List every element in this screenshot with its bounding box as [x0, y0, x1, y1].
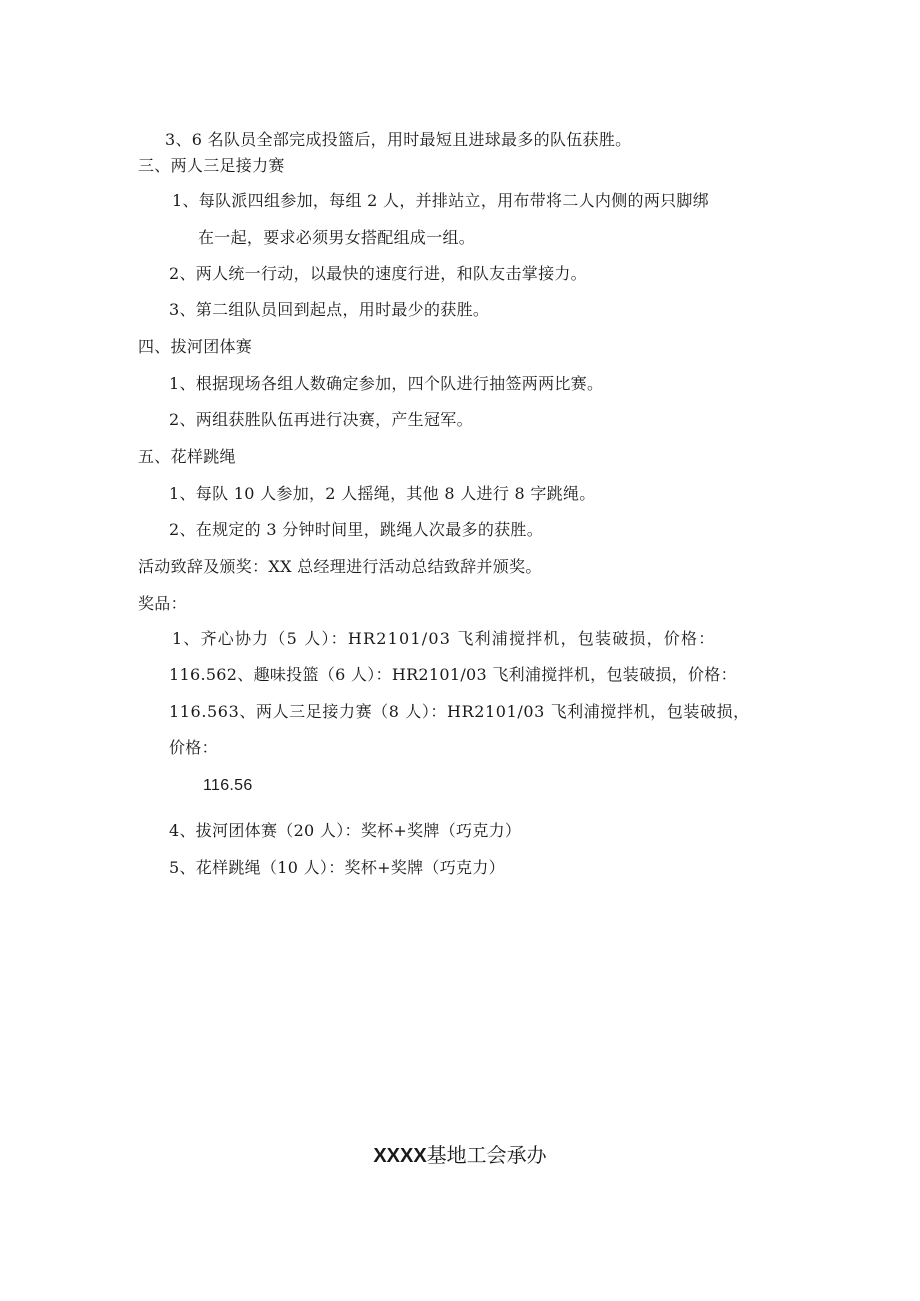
tug-rule-1: 1、根据现场各组人数确定参加，四个队进行抽签两两比赛。 [169, 374, 604, 393]
prize-4: 4、拔河团体赛（20 人）：奖杯+奖牌（巧克力） [169, 821, 522, 840]
prize-5: 5、花样跳绳（10 人）：奖杯+奖牌（巧克力） [169, 858, 505, 877]
section-heading-tug-of-war: 四、拔河团体赛 [138, 337, 253, 356]
tug-rule-2: 2、两组获胜队伍再进行决赛，产生冠军。 [169, 410, 473, 429]
section-heading-rope-skipping: 五、花样跳绳 [138, 447, 236, 466]
organizer-footer [0, 1142, 920, 1169]
section-heading-three-legged-relay: 三、两人三足接力赛 [138, 156, 285, 175]
relay-rule-1-continued: 在一起，要求必须男女搭配组成一组。 [198, 228, 476, 247]
rope-rule-2: 2、在规定的 3 分钟时间里，跳绳人次最多的获胜。 [169, 520, 544, 539]
prize-3: 116.563、两人三足接力赛（8 人）：HR2101/03 飞利浦搅拌机，包装破损， [169, 702, 750, 721]
prizes-heading: 奖品： [138, 594, 187, 613]
closing-speech: 活动致辞及颁奖：XX 总经理进行活动总结致辞并颁奖。 [138, 557, 542, 576]
relay-rule-3: 3、第二组队员回到起点，用时最少的获胜。 [169, 300, 490, 319]
organizer-name-bold: XXXX [373, 1145, 427, 1167]
prize-1: 1、齐心协力（5 人）：HR2101/03 飞利浦搅拌机，包装破损，价格： [172, 629, 716, 648]
organizer-suffix: 基地工会承办 [426, 1143, 547, 1167]
prize-3-price-label: 价格： [169, 738, 218, 757]
prize-3-price-value: 116.56 [203, 777, 253, 794]
rule-3-basketball: 3、6 名队员全部完成投篮后，用时最短且进球最多的队伍获胜。 [165, 130, 632, 149]
rope-rule-1: 1、每队 10 人参加，2 人摇绳，其他 8 人进行 8 字跳绳。 [169, 484, 596, 503]
prize-2: 116.562、趣味投篮（6 人）：HR2101/03 飞利浦搅拌机，包装破损，价格： [169, 665, 737, 684]
relay-rule-1: 1、每队派四组参加，每组 2 人，并排站立，用布带将二人内侧的两只脚绑 [172, 191, 710, 210]
relay-rule-2: 2、两人统一行动，以最快的速度行进，和队友击掌接力。 [169, 264, 587, 283]
